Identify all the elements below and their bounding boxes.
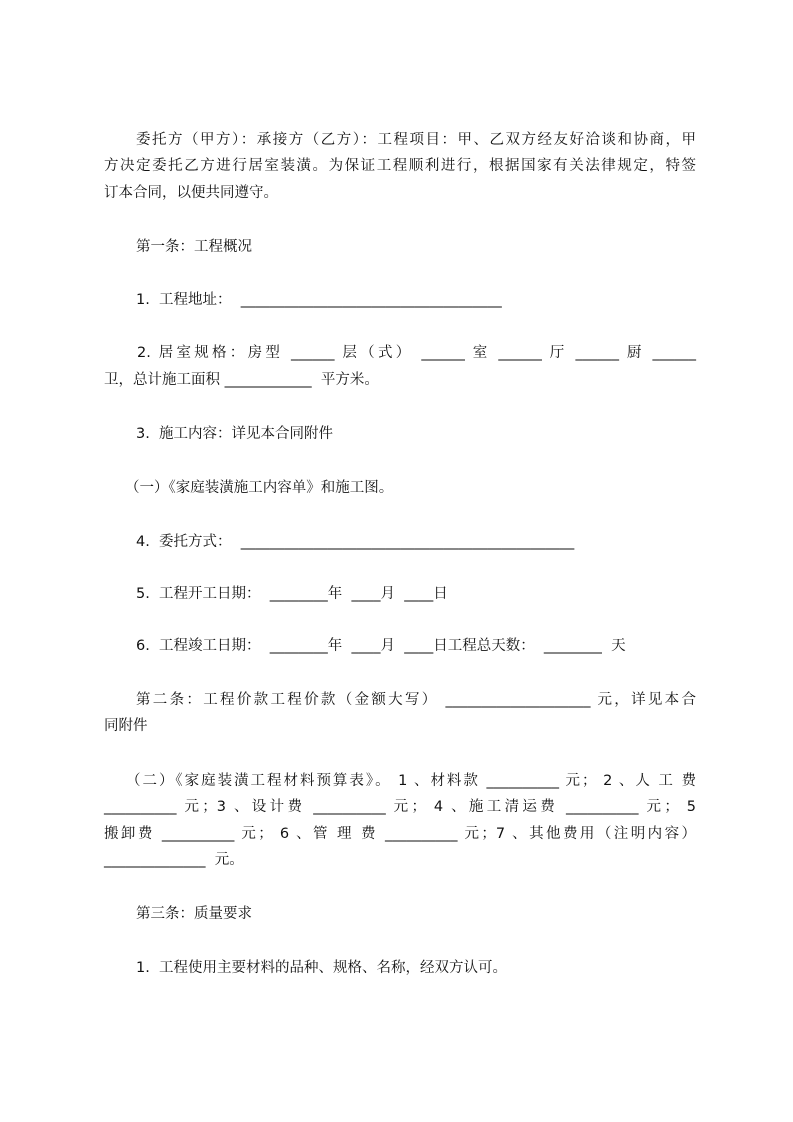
project-address-item: 1. 工程地址： ____________________________________ bbox=[136, 292, 502, 308]
article-3-heading: 第三条：质量要求 bbox=[136, 906, 252, 922]
construction-content-sub: （一）《家庭装潢施工内容单》和施工图。 bbox=[125, 480, 394, 496]
completion-date-item: 6. 工程竣工日期： ________年 ____月 ____日工程总天数： ________ 天 bbox=[136, 638, 626, 654]
article-2-line-1: 第二条：工程价款工程价款（金额大写） ____________________ 元，详见本合 bbox=[136, 692, 696, 708]
budget-line-3: 搬卸费 __________ 元； 6 、管 理 费 __________ 元；7 、其他费用（注明内容） bbox=[104, 826, 696, 842]
intro-line-2: 方决定委托乙方进行居室装潢。为保证工程顺利进行，根据国家有关法律规定，特签 bbox=[104, 158, 696, 174]
commission-method-item: 4. 委托方式： ______________________________________________ bbox=[136, 534, 575, 550]
article-1-heading: 第一条：工程概况 bbox=[136, 239, 252, 255]
budget-line-1: （二）《家庭装潢工程材料预算表》。 1 、材料款 __________ 元； 2 、人 工 费 bbox=[126, 773, 696, 789]
room-spec-line-2: 卫，总计施工面积 ____________ 平方米。 bbox=[104, 372, 379, 388]
intro-line-3: 订本合同，以便共同遵守。 bbox=[104, 185, 278, 201]
budget-line-2: __________ 元；3 、设计费 __________ 元； 4 、施工清运费 __________ 元； 5 bbox=[104, 799, 696, 815]
materials-item: 1. 工程使用主要材料的品种、规格、名称，经双方认可。 bbox=[136, 960, 508, 976]
article-2-line-2: 同附件 bbox=[104, 718, 148, 734]
construction-content-item: 3. 施工内容：详见本合同附件 bbox=[136, 426, 334, 442]
intro-line-1: 委托方（甲方）：承接方（乙方）：工程项目：甲、乙双方经友好洽谈和协商，甲 bbox=[136, 132, 696, 148]
start-date-item: 5. 工程开工日期： ________年 ____月 ____日 bbox=[136, 586, 448, 602]
room-spec-line-1: 2. 居室规格：房型 ______ 层（式） ______ 室 ______ 厅 ______ 厨 ______ bbox=[137, 345, 696, 361]
budget-line-4: ______________ 元。 bbox=[104, 852, 244, 868]
